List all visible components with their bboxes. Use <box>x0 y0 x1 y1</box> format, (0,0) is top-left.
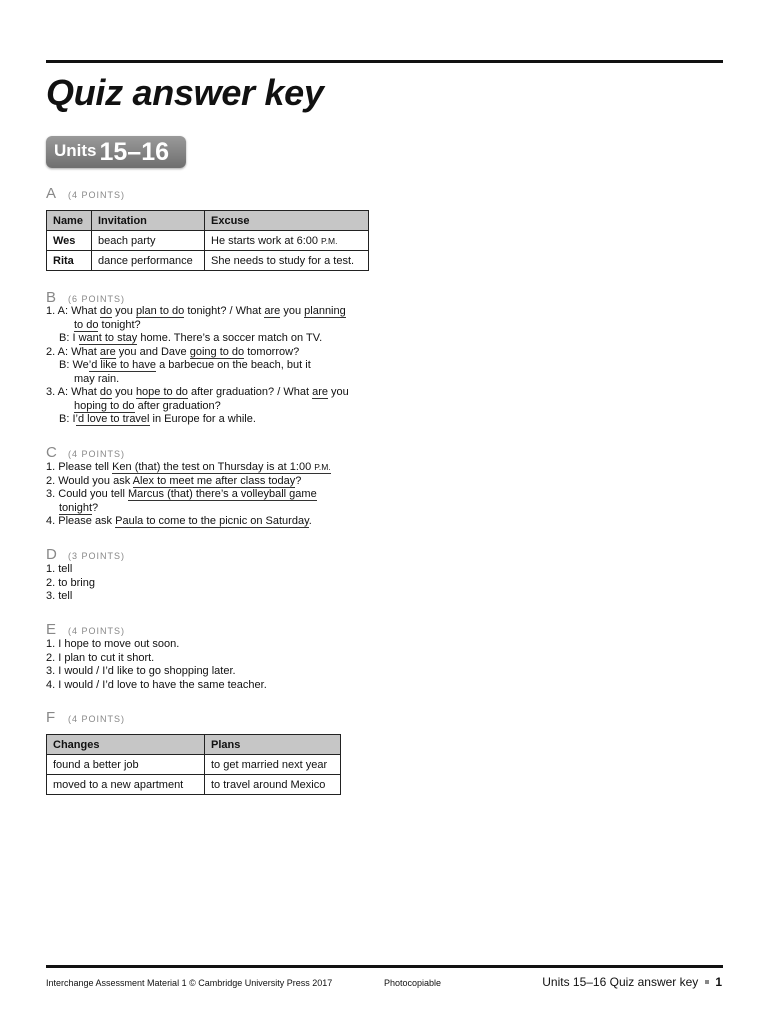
item-number: 1. <box>46 638 56 650</box>
table-a <box>46 210 369 271</box>
table-cell: moved to a new apartment <box>47 775 205 795</box>
answer-text: Could you tell <box>58 488 128 500</box>
section-letter: D <box>46 546 57 563</box>
section-points: (4 POINTS) <box>68 714 126 724</box>
table-cell: to travel around Mexico <box>205 775 341 795</box>
item-number: 1. <box>46 461 56 473</box>
time-suffix: P.M. <box>314 462 331 472</box>
item-number: 1. <box>46 563 56 575</box>
section-d-answers <box>46 563 95 604</box>
answer-blank <box>112 461 331 474</box>
answer-text: you <box>327 386 349 398</box>
item-number: 3. <box>46 590 56 602</box>
answer-blank: Paula to come to the picnic on Saturday <box>115 515 309 527</box>
table-cell <box>205 231 369 251</box>
answer-text: to bring <box>58 576 95 589</box>
table-header-row <box>47 735 341 755</box>
answer-blank: to do <box>74 318 99 331</box>
answer-text: home. There’s a soccer match on TV. <box>137 332 323 344</box>
answer-line <box>46 359 349 373</box>
item-number: 3. <box>46 665 56 677</box>
table-f <box>46 734 341 795</box>
answer-line <box>46 346 349 360</box>
table-header: Changes <box>47 735 205 755</box>
section-a-heading <box>46 185 125 202</box>
section-points: (3 POINTS) <box>68 551 126 561</box>
answer-line <box>46 679 267 693</box>
answer-line <box>46 305 349 319</box>
answer-text: in Europe for a while. <box>149 413 256 425</box>
item-number: 4. <box>46 515 56 527</box>
answer-blank: do <box>99 305 113 317</box>
table-row <box>47 755 341 775</box>
answer-text: tell <box>58 563 73 575</box>
answer-line <box>46 502 331 516</box>
top-rule <box>46 60 723 63</box>
answer-text: B: I <box>59 413 76 425</box>
section-e-heading <box>46 621 125 638</box>
time-suffix: P.M. <box>321 235 338 246</box>
table-header: Invitation <box>92 211 205 231</box>
answer-text: I plan to cut it short. <box>58 651 155 664</box>
answer-text: I hope to move out soon. <box>58 638 180 650</box>
table-header: Name <box>47 211 92 231</box>
answer-line <box>46 590 95 604</box>
footer-title <box>542 975 722 989</box>
answer-text: you <box>112 305 136 317</box>
item-number: 2. <box>46 345 56 358</box>
answer-line <box>46 515 331 529</box>
units-badge <box>46 136 186 168</box>
item-number: 4. <box>46 678 56 691</box>
answer-line <box>46 563 95 577</box>
section-b-heading <box>46 289 125 306</box>
answer-blank: hope to do <box>135 386 188 398</box>
answer-blank: are <box>264 305 281 317</box>
answer-line <box>46 413 349 427</box>
answer-line <box>46 386 349 400</box>
units-range: 15–16 <box>99 137 170 166</box>
answer-blank: Marcus (that) there’s a volleyball game <box>127 488 317 500</box>
bottom-rule <box>46 965 723 968</box>
answer-text: tonight? / What <box>184 305 265 317</box>
footer-photocopiable: Photocopiable <box>384 978 442 988</box>
answer-blank: hoping to do <box>74 399 135 412</box>
footer-copyright: Interchange Assessment Material 1 © Cambridge University Press 2017 <box>46 978 333 988</box>
answer-text: A: What <box>57 386 100 398</box>
answer-blank: ’d like to have <box>88 359 157 371</box>
footer-title-text: Units 15–16 Quiz answer key <box>542 975 699 989</box>
answer-text: tell <box>58 590 73 602</box>
item-number: 1. <box>46 305 56 317</box>
item-number: 2. <box>46 651 56 664</box>
answer-text: . <box>308 515 312 527</box>
units-word: Units <box>54 140 97 160</box>
item-number: 2. <box>46 576 56 589</box>
answer-text: A: What <box>57 345 100 358</box>
section-letter: B <box>46 289 57 306</box>
answer-line <box>46 475 331 489</box>
section-points: (4 POINTS) <box>68 626 126 636</box>
answer-line <box>46 577 95 591</box>
answer-text: tonight? <box>98 318 141 331</box>
table-header-row <box>47 211 369 231</box>
answer-text: after graduation? / What <box>187 386 313 398</box>
section-letter: A <box>46 185 57 202</box>
answer-text: after graduation? <box>134 399 221 412</box>
cell-text: He starts work at 6:00 <box>211 234 322 247</box>
answer-text: B: I <box>59 332 79 344</box>
page-number: 1 <box>715 975 722 989</box>
item-number: 3. <box>46 488 56 500</box>
answer-text: I would / I’d love to have the same teacher. <box>58 678 267 691</box>
table-row <box>47 231 369 251</box>
table-header: Excuse <box>205 211 369 231</box>
answer-text: Would you ask <box>58 474 133 487</box>
section-letter: C <box>46 444 57 461</box>
answer-line <box>46 400 349 414</box>
section-letter: E <box>46 621 57 638</box>
table-cell: found a better job <box>47 755 205 775</box>
section-d-heading <box>46 546 125 563</box>
answer-blank: are <box>312 386 328 398</box>
answer-blank: Alex to meet me after class today <box>132 474 296 487</box>
section-b-answers <box>46 305 349 427</box>
answer-line <box>46 652 267 666</box>
table-cell: beach party <box>92 231 205 251</box>
answer-blank: ’d love to travel <box>75 413 150 425</box>
answer-line <box>46 665 267 679</box>
answer-text: ? <box>295 474 302 487</box>
table-cell: She needs to study for a test. <box>205 251 369 271</box>
page-title: Quiz answer key <box>46 72 324 113</box>
answer-text: B: We <box>59 359 89 371</box>
answer-text: Please ask <box>58 515 116 527</box>
answer-text: A: What <box>57 305 100 317</box>
table-cell: Wes <box>47 231 92 251</box>
item-number: 2. <box>46 474 56 487</box>
table-header: Plans <box>205 735 341 755</box>
answer-line <box>46 638 267 652</box>
section-points: (4 POINTS) <box>68 190 126 200</box>
answer-blank: want to stay <box>78 332 138 344</box>
table-cell: dance performance <box>92 251 205 271</box>
answer-text: you and Dave <box>115 345 190 358</box>
answer-blank: going to do <box>189 345 245 358</box>
section-c-answers <box>46 461 331 529</box>
answer-blank: are <box>99 345 116 358</box>
section-points: (6 POINTS) <box>68 294 126 304</box>
answer-text: Please tell <box>58 461 113 473</box>
table-cell: Rita <box>47 251 92 271</box>
section-letter: F <box>46 709 56 726</box>
answer-line <box>46 488 331 502</box>
answer-line: may rain. <box>74 372 120 385</box>
answer-text: you <box>112 386 136 398</box>
section-points: (4 POINTS) <box>68 449 126 459</box>
answer-text: ? <box>92 501 99 514</box>
square-bullet-icon <box>705 980 709 984</box>
item-number: 3. <box>46 386 56 398</box>
answer-blank: tonight <box>59 501 93 514</box>
answer-blank-text: Ken (that) the test on Thursday is at 1:00 <box>112 461 315 473</box>
table-row <box>47 775 341 795</box>
table-cell: to get married next year <box>205 755 341 775</box>
section-f-heading <box>46 709 125 726</box>
answer-line <box>46 332 349 346</box>
answer-text: you <box>280 305 305 317</box>
answer-line <box>46 461 331 475</box>
answer-blank: planning <box>304 305 346 317</box>
section-e-answers <box>46 638 267 692</box>
answer-text: I would / I’d like to go shopping later. <box>58 665 236 677</box>
table-row <box>47 251 369 271</box>
answer-blank: plan to do <box>135 305 185 317</box>
answer-text: a barbecue on the beach, but it <box>156 359 311 371</box>
answer-text: tomorrow? <box>244 345 300 358</box>
answer-blank: do <box>99 386 113 398</box>
answer-line <box>46 319 349 333</box>
section-c-heading <box>46 444 125 461</box>
